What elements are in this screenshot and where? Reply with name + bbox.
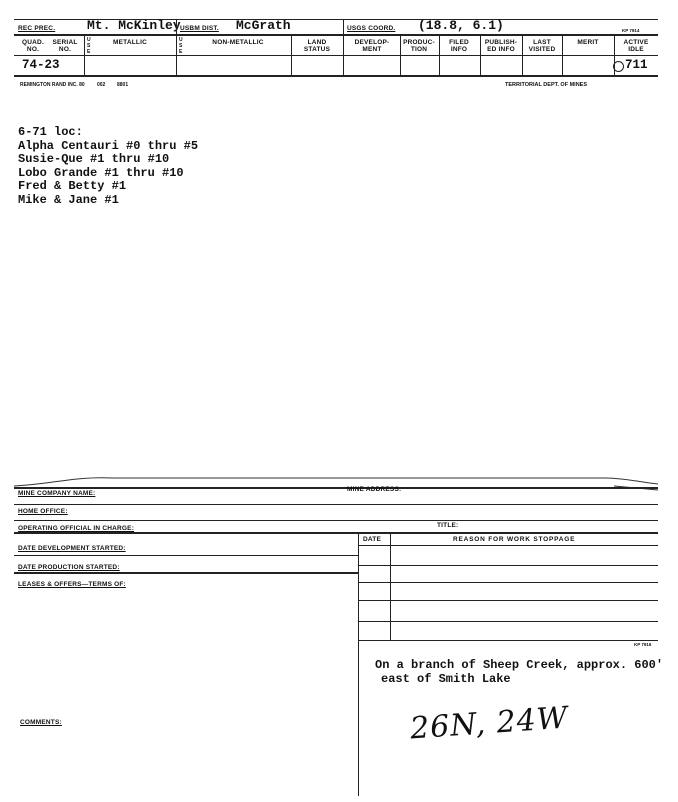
table-row-rule — [358, 600, 658, 601]
column-header-rule — [14, 55, 658, 56]
claims-list — [18, 126, 198, 207]
col-quad-no: QUAD. NO. — [22, 39, 44, 53]
handwritten-township-range: 26N, 24W — [408, 700, 570, 747]
col-merit: MERIT — [577, 39, 599, 46]
rec-prec-label: REC PREC. — [18, 25, 56, 32]
col-serial-no: SERIAL NO. — [52, 39, 78, 53]
col-divider — [343, 36, 344, 76]
col-filed-info: FILED INFO — [449, 39, 469, 53]
printer-code-1: 002 — [97, 82, 106, 88]
col-development: DEVELOP-MENT — [354, 39, 390, 53]
printer-code-2: 8801 — [117, 82, 129, 88]
table-top-rule — [14, 532, 658, 534]
col-use-metallic: U S E — [87, 37, 91, 55]
table-row-rule — [358, 582, 658, 583]
claims-line: Susie-Que #1 thru #10 — [18, 152, 170, 166]
official-rule — [14, 520, 658, 521]
claims-line: Mike & Jane #1 — [18, 192, 119, 207]
col-use-nonmetallic: U S E — [179, 37, 183, 55]
active-idle-value: 711 — [625, 58, 648, 72]
mine-company-name-label: MINE COMPANY NAME: — [18, 490, 96, 497]
usbm-dist-label: USBM DIST. — [180, 25, 219, 32]
col-published-info: PUBLISH-ED INFO — [484, 39, 518, 53]
form-number-bottom: KP 7916 — [634, 642, 652, 647]
col-divider — [176, 36, 177, 76]
claims-line: 6-71 loc: — [18, 125, 83, 139]
claims-line: Fred & Betty #1 — [18, 179, 127, 193]
table-date-rule — [390, 532, 391, 640]
form-number-top: KP 7914 — [622, 28, 640, 33]
divider — [176, 20, 177, 35]
rec-prec-value: Mt. McKinley — [87, 18, 181, 33]
punch-hole-icon — [613, 61, 624, 72]
location-line-1: On a branch of Sheep Creek, approx. 600' — [375, 658, 664, 672]
table-row-rule — [358, 621, 658, 622]
date-development-started-label: DATE DEVELOPMENT STARTED: — [18, 545, 126, 552]
table-bottom-rule — [358, 640, 658, 641]
home-office-rule — [14, 504, 658, 505]
date-column-header: DATE — [363, 536, 382, 543]
company-name-rule — [14, 487, 658, 489]
printer-imprint: REMINGTON RAND INC. 80 — [20, 82, 85, 88]
claims-line: Lobo Grande #1 thru #10 — [18, 165, 184, 180]
col-divider — [291, 36, 292, 76]
col-non-metallic: NON-METALLIC — [212, 39, 264, 46]
table-left-rule — [358, 532, 359, 640]
operating-official-label: OPERATING OFFICIAL IN CHARGE: — [18, 525, 135, 532]
col-last-visited: LAST VISITED — [528, 39, 556, 53]
col-metallic: METALLIC — [113, 39, 147, 46]
comments-label: COMMENTS: — [20, 719, 62, 726]
table-row-rule — [358, 545, 658, 546]
usbm-dist-value: McGrath — [236, 18, 291, 33]
mine-address-label: MINE ADDRESS: — [347, 486, 402, 493]
table-row-rule — [358, 565, 658, 566]
territorial-dept: TERRITORIAL DEPT. OF MINES — [505, 82, 587, 88]
date-production-started-label: DATE PRODUCTION STARTED: — [18, 564, 120, 571]
col-production: PRODUC-TION — [403, 39, 435, 53]
leases-offers-label: LEASES & OFFERS—TERMS OF: — [18, 581, 126, 588]
col-divider — [84, 36, 85, 76]
row-bottom-rule — [14, 75, 658, 77]
home-office-label: HOME OFFICE: — [18, 508, 68, 515]
divider — [343, 20, 344, 35]
prod-started-rule — [14, 572, 358, 574]
quad-serial-value: 74-23 — [22, 58, 60, 72]
claims-line: Alpha Centauri #0 thru #5 — [18, 138, 199, 153]
usgs-coord-value: (18.8, 6.1) — [418, 18, 504, 33]
comments-divider — [358, 640, 359, 796]
reason-column-header: REASON FOR WORK STOPPAGE — [453, 536, 576, 543]
col-active-idle: ACTIVE IDLE — [623, 39, 649, 53]
col-land-status: LAND STATUS — [303, 39, 331, 53]
dev-started-rule — [14, 555, 358, 556]
usgs-coord-label: USGS COORD. — [347, 25, 396, 32]
col-divider — [562, 36, 563, 76]
title-label: TITLE: — [437, 522, 459, 529]
location-line-2: east of Smith Lake — [381, 672, 511, 686]
tear-edge — [14, 472, 658, 492]
